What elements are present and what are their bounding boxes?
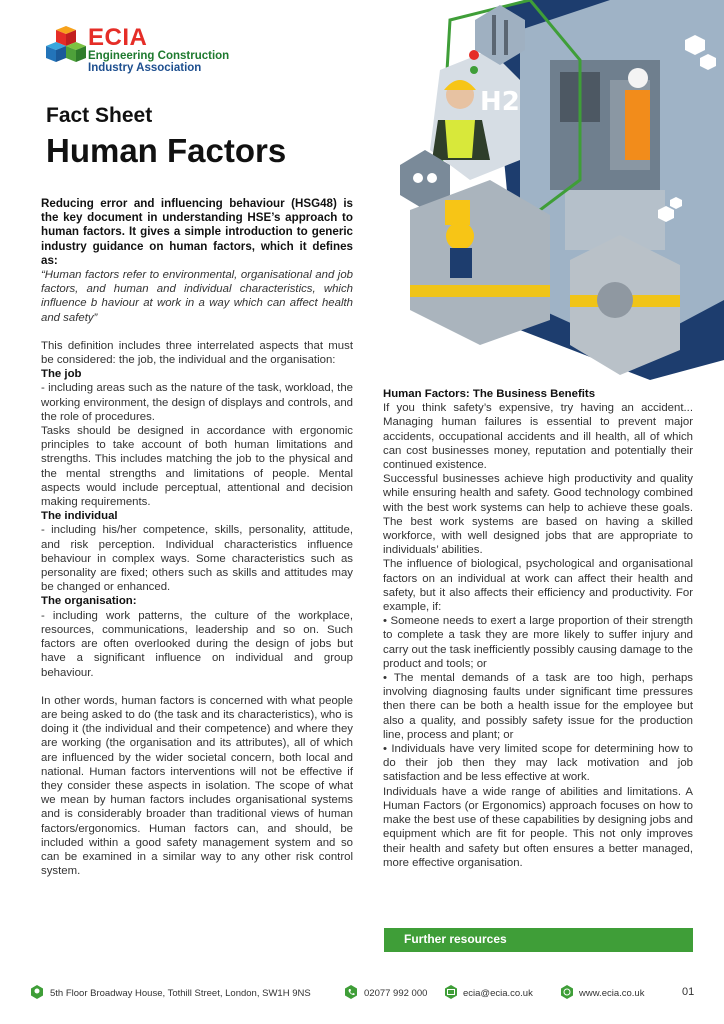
benefits-paragraph-1: If you think safety’s expensive, try having an accident... Managing human failures is essential to prevent major accidents, occupational accidents and ill health, all of which can cost businesses money, reputation and potentially their continued existence. bbox=[383, 402, 693, 472]
business-benefits-heading: Human Factors: The Business Benefits bbox=[383, 388, 596, 400]
job-heading: The job bbox=[41, 368, 82, 381]
document-type: Fact Sheet bbox=[46, 104, 153, 127]
svg-text:H2: H2 bbox=[480, 87, 520, 117]
job-text-2: Tasks should be designed in accordance with ergonomic principles to take account of both human limitations and strengths. This includes matching the job to the physical and the mental strengths and limitations of people. Mental aspects would include perceptual, attentional and decision making requirements. bbox=[41, 425, 353, 509]
individual-heading: The individual bbox=[41, 510, 118, 523]
footer-address: 5th Floor Broadway House, Tothill Street, London, SW1H 9NS bbox=[50, 988, 311, 999]
footer-website[interactable]: www.ecia.co.uk bbox=[579, 988, 645, 999]
organisation-text: - including work patterns, the culture of the workplace, resources, communications, leadership and so on. Such factors are often overlooked during the design of jobs but have a significant influence on individual and group behaviour. bbox=[41, 609, 353, 679]
left-column bbox=[41, 197, 353, 878]
summary-paragraph: In other words, human factors is concerned with what people are being asked to do (the task and its characteristics), who is doing it (the individual and their competence) and where they are working (the organisation and its attributes), all of which are influenced by the wider societal concern, both local and national. Human factors interventions will not be effective if they consider these aspects in isolation. The scope of what we mean by human factors includes organisational systems and is considerably broader than traditional views of human factors/ergonomics. Human factors can, and should, be included within a good safety management system and so can be examined in a similar way to any other risk control system. bbox=[41, 694, 353, 878]
footer-phone[interactable]: 02077 992 000 bbox=[364, 988, 428, 999]
benefits-paragraph-4: Individuals have a wide range of abilities and limitations. A Human Factors (or Ergonomics) approach focuses on how to make the best use of these capabilities by designing jobs and equipment which are fit for people. This not only improves their health and safety but often ensures a better managed, more effective organisation. bbox=[383, 785, 693, 869]
right-column bbox=[383, 387, 693, 870]
hexagon-photo-collage bbox=[400, 0, 724, 380]
phone-icon bbox=[344, 985, 358, 999]
hsg48-quote: “Human factors refer to environmental, organisational and job factors, and human and individual characteristics, which influence b haviour at work in a way which can affect health and safety” bbox=[41, 269, 353, 324]
pipes-photo bbox=[410, 180, 550, 345]
bullet-3: • Individuals have very limited scope for determining how to do their job then they may lack motivation and job satisfaction and be less effective at work. bbox=[383, 743, 693, 784]
location-icon bbox=[30, 985, 44, 999]
benefits-paragraph-2: Successful businesses achieve high productivity and quality while ensuring health and safety. Good technology combined with the best work systems can help to achieve these goals. The best work systems are based on having a skilled workforce, with well designed jobs that are appropriate to individuals’ abilities. bbox=[383, 473, 693, 557]
organisation-heading: The organisation: bbox=[41, 595, 137, 608]
benefits-paragraph-3: The influence of biological, psychological and organisational factors on an individual at work can affect their health and safety, but it also affects their efficiency and productivity. For example, if: bbox=[383, 558, 693, 614]
globe-icon bbox=[560, 985, 574, 999]
job-text-1: - including areas such as the nature of the task, workload, the working environment, the design of displays and controls, and the role of procedures. bbox=[41, 382, 353, 423]
green-dot bbox=[470, 66, 478, 74]
individual-text: - including his/her competence, skills, personality, attitude, and risk perception. Individual characteristics influence behaviour in complex ways. Some characteristics such as personality are fixed; others such as skills and attitudes may be changed or enhanced. bbox=[41, 524, 353, 594]
logo-subtitle: Engineering Construction Industry Association bbox=[88, 50, 230, 74]
logo-name: ECIA bbox=[88, 24, 148, 51]
email-icon bbox=[444, 985, 458, 999]
bullet-2: • The mental demands of a task are too high, perhaps involving diagnosing faults under significant time pressures then there can be both a health issue for the employee but also a quality, and possibly safety issue for the production line, process and plant; or bbox=[383, 672, 693, 741]
definition-paragraph: This definition includes three interrelated aspects that must be considered: the job, the individual and the organisation: bbox=[41, 339, 353, 367]
further-resources-label[interactable]: Further resources bbox=[404, 932, 507, 946]
page-title: Human Factors bbox=[46, 132, 287, 169]
bullet-1: • Someone needs to exert a large proportion of their strength to complete a task they are more likely to suffer injury and carry out the task inefficiently possibly causing damage to the product and tools; or bbox=[383, 615, 693, 670]
intro-paragraph: Reducing error and influencing behaviour (HSG48) is the key document in understanding HSE’s approach to human factors. It gives a simple introduction to generic industry guidance on human factors, which it defines as: bbox=[41, 197, 353, 267]
page-number: 01 bbox=[682, 986, 695, 998]
footer-email[interactable]: ecia@ecia.co.uk bbox=[463, 988, 533, 999]
logo-cubes-icon bbox=[46, 26, 86, 62]
